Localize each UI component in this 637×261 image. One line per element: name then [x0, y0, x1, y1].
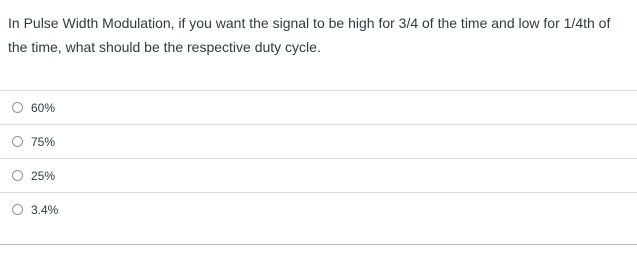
answer-option-4[interactable]: [0, 192, 637, 226]
question-text: In Pulse Width Modulation, if you want the signal to be high for 3/4 of the time and low for 1/4th of the time, what should be the respective duty cycle.: [8, 15, 611, 55]
answer-label: 60%: [31, 100, 56, 115]
answer-option-1[interactable]: [0, 90, 637, 124]
answer-option-2[interactable]: [0, 124, 637, 158]
answer-label: 3.4%: [31, 202, 59, 217]
answer-option-3[interactable]: [0, 158, 637, 192]
answer-label: 25%: [31, 168, 56, 183]
bottom-divider: [0, 244, 637, 245]
radio-button[interactable]: [12, 170, 23, 181]
radio-button[interactable]: [12, 136, 23, 147]
answer-list: [0, 90, 637, 226]
radio-button[interactable]: [12, 102, 23, 113]
answer-label: 75%: [31, 134, 56, 149]
radio-button[interactable]: [12, 204, 23, 215]
